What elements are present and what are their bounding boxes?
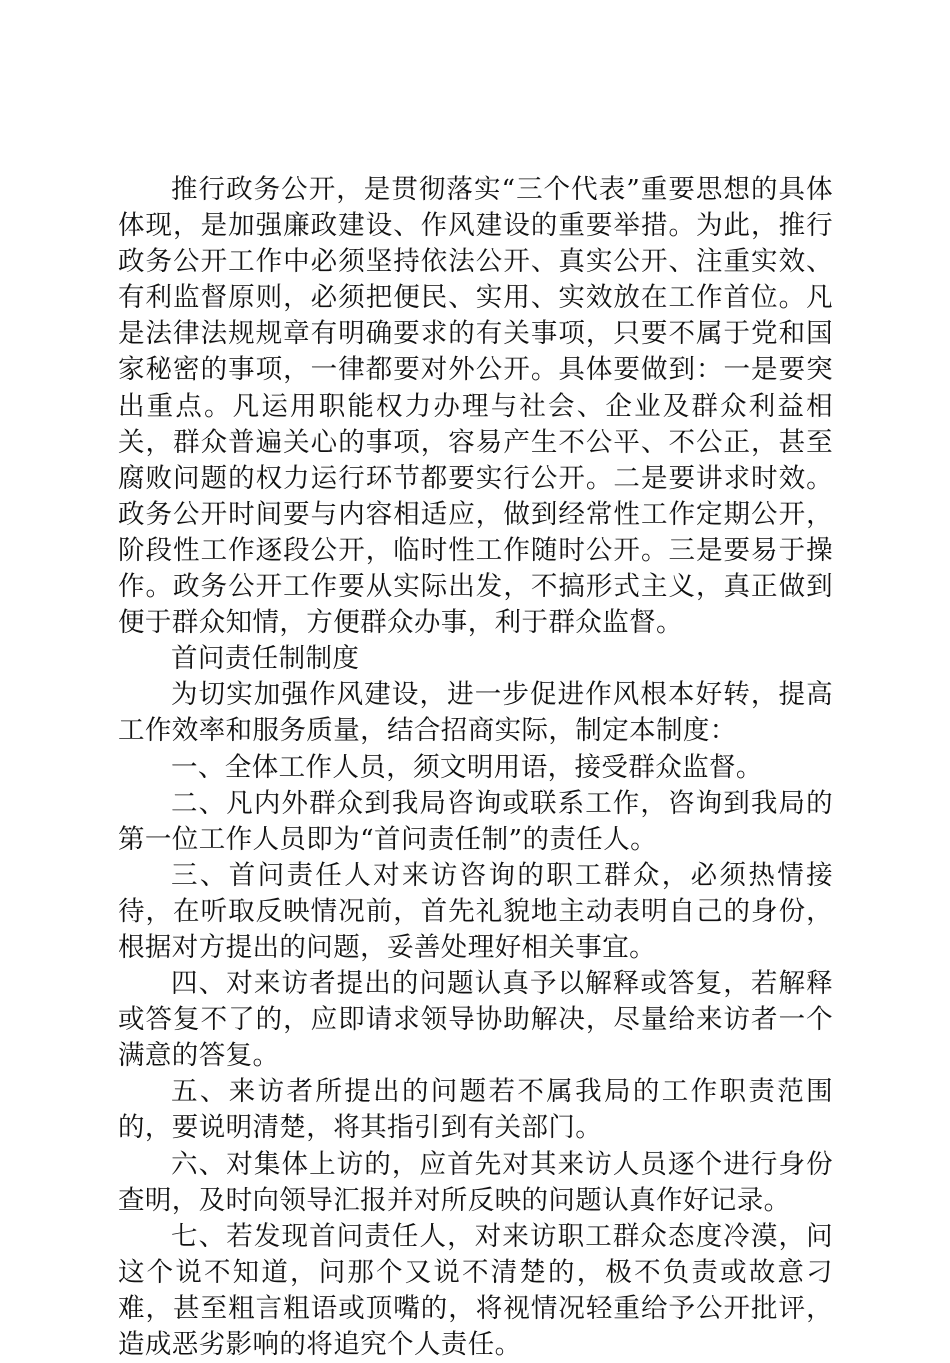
clause-4: 四、对来访者提出的问题认真予以解释或答复，若解释或答复不了的，应即请求领导协助解决，尽量给来访者一个满意的答复。 bbox=[118, 968, 833, 1072]
section-heading-first-inquiry: 首问责任制制度 bbox=[171, 643, 360, 675]
document-page bbox=[118, 172, 833, 1363]
paragraph-purpose: 为切实加强作风建设，进一步促进作风根本好转，提高工作效率和服务质量，结合招商实际，制定本制度： bbox=[118, 679, 833, 747]
clause-3: 三、首问责任人对来访咨询的职工群众，必须热情接待，在听取反映情况前，首先礼貌地主动表明自己的身份，根据对方提出的问题，妥善处理好相关事宜。 bbox=[118, 859, 833, 963]
clause-2: 二、凡内外群众到我局咨询或联系工作，咨询到我局的第一位工作人员即为“首问责任制”的责任人。 bbox=[118, 787, 833, 855]
clause-1: 一、全体工作人员，须文明用语，接受群众监督。 bbox=[171, 751, 763, 783]
clause-7: 七、若发现首问责任人，对来访职工群众态度冷漠，问这个说不知道，问那个又说不清楚的，极不负责或故意刁难，甚至粗言粗语或顶嘴的，将视情况轻重给予公开批评，造成恶劣影响的将追究个人责任。 bbox=[118, 1220, 833, 1360]
clause-5: 五、来访者所提出的问题若不属我局的工作职责范围的，要说明清楚，将其指引到有关部门。 bbox=[118, 1076, 833, 1144]
clause-6: 六、对集体上访的，应首先对其来访人员逐个进行身份查明，及时向领导汇报并对所反映的问题认真作好记录。 bbox=[118, 1148, 833, 1216]
paragraph-open-government: 推行政务公开，是贯彻落实“三个代表”重要思想的具体体现，是加强廉政建设、作风建设的重要举措。为此，推行政务公开工作中必须坚持依法公开、真实公开、注重实效、有利监督原则，必须把便民、实用、实效放在工作首位。凡是法律法规规章有明确要求的有关事项，只要不属于党和国家秘密的事项，一律都要对外公开。具体要做到：一是要突出重点。凡运用职能权力办理与社会、企业及群众利益相关，群众普遍关心的事项，容易产生不公平、不公正，甚至腐败问题的权力运行环节都要实行公开。二是要讲求时效。政务公开时间要与内容相适应，做到经常性工作定期公开，阶段性工作逐段公开，临时性工作随时公开。三是要易于操作。政务公开工作要从实际出发，不搞形式主义，真正做到便于群众知情，方便群众办事，利于群众监督。 bbox=[118, 174, 833, 639]
